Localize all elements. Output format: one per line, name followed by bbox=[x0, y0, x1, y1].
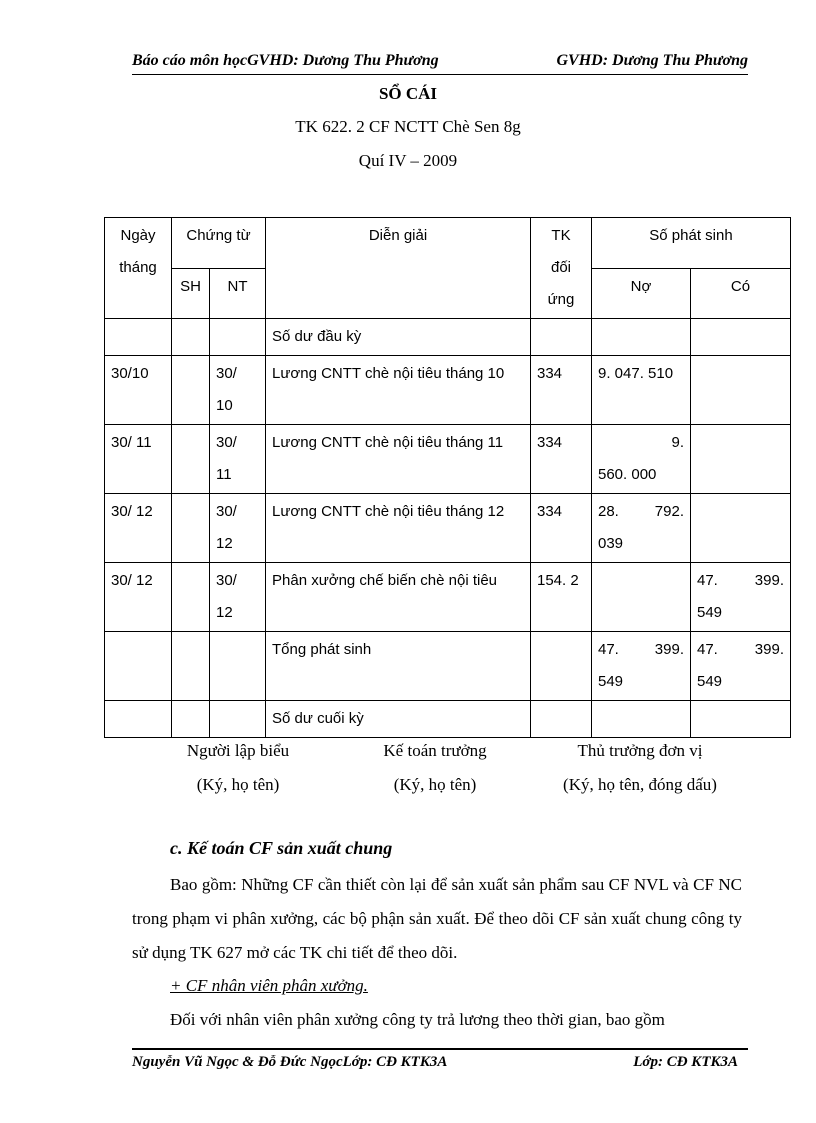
cell-debit-line2: 560. 000 bbox=[598, 466, 657, 483]
signature-role: Thủ trưởng đơn vị bbox=[577, 741, 703, 760]
cell-credit-line1: 47. 399. bbox=[697, 572, 784, 589]
header-sh: SH bbox=[172, 268, 210, 319]
table-header-row bbox=[105, 218, 791, 269]
cell-nt-line1: 30/ bbox=[216, 365, 237, 382]
cell-sh bbox=[172, 563, 210, 632]
cell-debit bbox=[592, 425, 691, 494]
cell-nt-line2: 12 bbox=[216, 535, 233, 552]
cell-date: 30/ 12 bbox=[105, 563, 172, 632]
cell-account bbox=[531, 701, 592, 738]
cell-debit-line1: 9. bbox=[671, 434, 684, 451]
header-left: Báo cáo môn họcGVHD: Dương Thu Phương bbox=[132, 52, 439, 69]
header-right: GVHD: Dương Thu Phương bbox=[556, 52, 748, 69]
page-header bbox=[132, 52, 748, 75]
cell-account: 334 bbox=[531, 356, 592, 425]
header-account bbox=[531, 218, 592, 319]
cell-nt bbox=[210, 701, 266, 738]
header-credit: Có bbox=[691, 268, 791, 319]
signature-note: (Ký, họ tên, đóng dấu) bbox=[563, 775, 717, 794]
cell-credit bbox=[691, 701, 791, 738]
period: Quí IV – 2009 bbox=[358, 151, 458, 170]
cell-nt-line2: 12 bbox=[216, 604, 233, 621]
header-date-line2: tháng bbox=[119, 259, 157, 276]
cell-debit bbox=[592, 632, 691, 701]
document-title: SỔ CÁI bbox=[378, 84, 438, 103]
signature-director bbox=[540, 734, 740, 802]
cell-debit bbox=[592, 494, 691, 563]
cell-debit-line2: 549 bbox=[598, 673, 624, 690]
cell-debit: 9. 047. 510 bbox=[592, 356, 691, 425]
header-description: Diễn giải bbox=[266, 218, 531, 319]
account-name: TK 622. 2 CF NCTT Chè Sen 8g bbox=[295, 117, 521, 136]
table-row bbox=[105, 425, 791, 494]
footer-right: Lớp: CĐ KTK3A bbox=[633, 1054, 738, 1070]
cell-nt-line1: 30/ bbox=[216, 503, 237, 520]
table-row bbox=[105, 356, 791, 425]
section-heading: c. Kế toán CF sản xuất chung bbox=[170, 838, 393, 858]
cell-credit bbox=[691, 425, 791, 494]
cell-nt bbox=[210, 563, 266, 632]
table-row bbox=[105, 563, 791, 632]
footer-left: Nguyễn Vũ Ngọc & Đỗ Đức NgọcLớp: CĐ KTK3A bbox=[132, 1054, 448, 1070]
cell-description: Phân xưởng chế biến chè nội tiêu bbox=[266, 563, 531, 632]
cell-date bbox=[105, 632, 172, 701]
header-account-line3: ứng bbox=[547, 291, 575, 308]
cell-nt bbox=[210, 319, 266, 356]
header-arising: Số phát sinh bbox=[592, 218, 791, 269]
cell-description: Lương CNTT chè nội tiêu tháng 10 bbox=[266, 356, 531, 425]
cell-nt bbox=[210, 425, 266, 494]
cell-credit bbox=[691, 632, 791, 701]
header-account-line2: đối bbox=[550, 259, 572, 276]
cell-sh bbox=[172, 425, 210, 494]
cell-debit-line2: 039 bbox=[598, 535, 624, 552]
cell-debit bbox=[592, 701, 691, 738]
cell-account bbox=[531, 632, 592, 701]
cell-account bbox=[531, 319, 592, 356]
cell-debit bbox=[592, 319, 691, 356]
cell-credit bbox=[691, 356, 791, 425]
cell-credit bbox=[691, 494, 791, 563]
cell-date: 30/ 11 bbox=[105, 425, 172, 494]
cell-nt-line1: 30/ bbox=[216, 434, 237, 451]
cell-debit-line1: 28. 792. bbox=[598, 503, 684, 520]
cell-debit-line1: 47. 399. bbox=[598, 641, 684, 658]
table-row bbox=[105, 701, 791, 738]
cell-date bbox=[105, 701, 172, 738]
signature-role: Người lập biểu bbox=[186, 741, 290, 760]
header-date bbox=[105, 218, 172, 319]
signature-role: Kế toán trưởng bbox=[383, 741, 487, 760]
page-footer bbox=[132, 1048, 748, 1074]
header-voucher: Chứng từ bbox=[172, 218, 266, 269]
cell-nt-line2: 11 bbox=[216, 466, 232, 483]
section-paragraph-2: Đối với nhân viên phân xưởng công ty trả lương theo thời gian, bao gồm bbox=[170, 1010, 665, 1029]
cell-description: Lương CNTT chè nội tiêu tháng 12 bbox=[266, 494, 531, 563]
cell-sh bbox=[172, 356, 210, 425]
cell-description: Số dư cuối kỳ bbox=[266, 701, 531, 738]
cell-description: Tổng phát sinh bbox=[266, 632, 531, 701]
section-paragraph: Bao gồm: Những CF cần thiết còn lại để sản xuất sản phẩm sau CF NVL và CF NC trong phạm vi phân xưởng, các bộ phận sản xuất. Để theo dõi CF sản xuất chung công ty sử dụng TK 627 mở các TK chi tiết để theo dõi. bbox=[132, 875, 742, 962]
cell-sh bbox=[172, 632, 210, 701]
cell-nt bbox=[210, 356, 266, 425]
table-row bbox=[105, 632, 791, 701]
signature-preparer bbox=[168, 734, 308, 802]
section-bullet: + CF nhân viên phân xưởng. bbox=[170, 976, 368, 995]
cell-account: 334 bbox=[531, 425, 592, 494]
ledger-table bbox=[104, 217, 791, 738]
table-row bbox=[105, 319, 791, 356]
cell-nt-line2: 10 bbox=[216, 397, 233, 414]
signature-note: (Ký, họ tên) bbox=[393, 775, 477, 794]
cell-date: 30/ 12 bbox=[105, 494, 172, 563]
cell-date bbox=[105, 319, 172, 356]
cell-credit-line2: 549 bbox=[697, 673, 723, 690]
table-row bbox=[105, 494, 791, 563]
header-debit: Nợ bbox=[592, 268, 691, 319]
cell-sh bbox=[172, 701, 210, 738]
cell-credit bbox=[691, 563, 791, 632]
cell-debit bbox=[592, 563, 691, 632]
header-account-line1: TK bbox=[551, 227, 571, 244]
cell-nt bbox=[210, 494, 266, 563]
cell-nt bbox=[210, 632, 266, 701]
cell-description: Lương CNTT chè nội tiêu tháng 11 bbox=[266, 425, 531, 494]
cell-account: 154. 2 bbox=[531, 563, 592, 632]
signature-note: (Ký, họ tên) bbox=[196, 775, 280, 794]
cell-sh bbox=[172, 319, 210, 356]
header-nt: NT bbox=[210, 268, 266, 319]
cell-account: 334 bbox=[531, 494, 592, 563]
cell-description: Số dư đầu kỳ bbox=[266, 319, 531, 356]
cell-sh bbox=[172, 494, 210, 563]
cell-date: 30/10 bbox=[105, 356, 172, 425]
header-date-line1: Ngày bbox=[120, 227, 156, 244]
signature-chief-accountant bbox=[360, 734, 510, 802]
cell-credit bbox=[691, 319, 791, 356]
cell-credit-line1: 47. 399. bbox=[697, 641, 784, 658]
cell-nt-line1: 30/ bbox=[216, 572, 237, 589]
cell-credit-line2: 549 bbox=[697, 604, 723, 621]
